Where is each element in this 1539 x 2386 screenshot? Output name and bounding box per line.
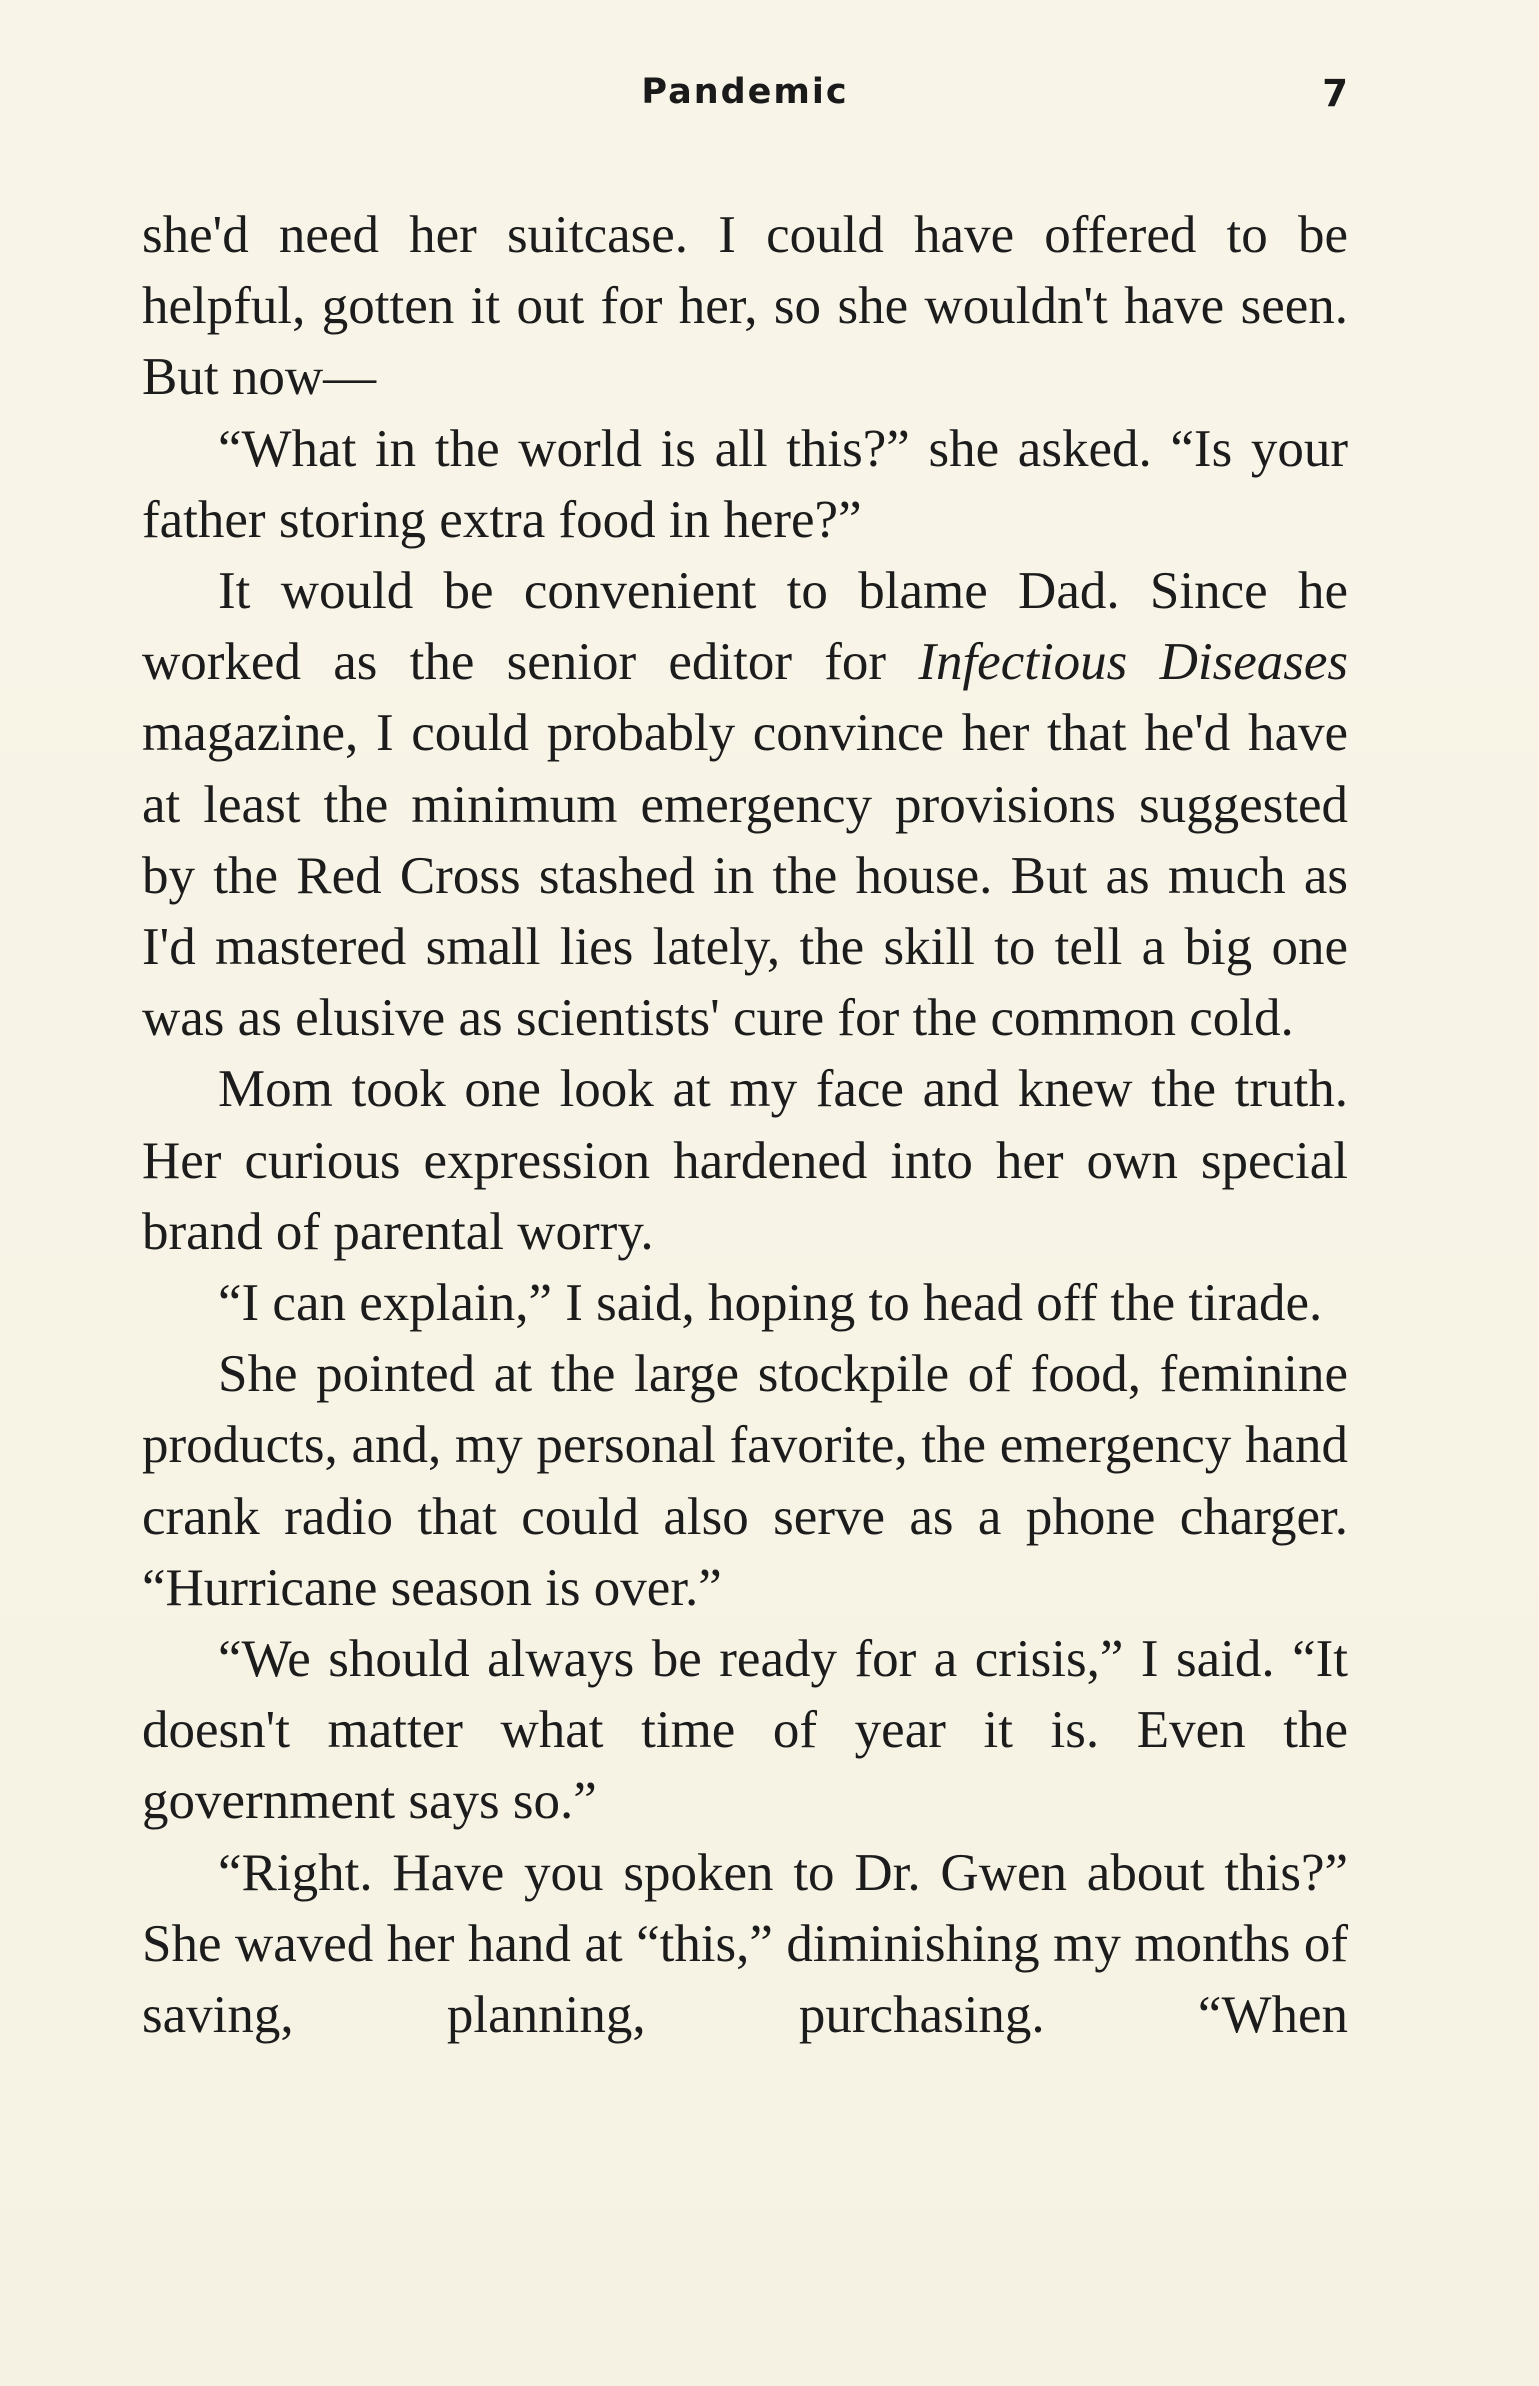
paragraph-3 [142,556,1348,1054]
paragraph-4: Mom took one look at my face and knew the truth. Her curious expression hardened into her own special brand of parental worry. [142,1060,1348,1261]
paragraph-2: “What in the world is all this?” she asked. “Is your father storing extra food in here?” [142,419,1348,549]
page-number: 7 [1322,72,1348,115]
body-text [142,200,1348,2051]
paragraph-3-part-1: It would be convenient to blame Dad. Since he worked as the senior editor for [142,562,1348,692]
running-title: Pandemic [641,72,849,112]
magazine-title: Infectious Diseases [918,633,1348,692]
paragraph-7: “We should always be ready for a crisis,” I said. “It doesn't matter what time of year it is. Even the government says so.” [142,1630,1348,1831]
paragraph-5: “I can explain,” I said, hoping to head off the tirade. [218,1274,1323,1333]
paragraph-3-part-2: magazine, I could probably convince her that he'd have at least the minimum emergency provisions suggested by the Red Cross stashed in the house. But as much as I'd mastered small lies lately, the skill to tell a big one was as elusive as scientists' cure for the common cold. [142,704,1348,1048]
paragraph-8: “Right. Have you spoken to Dr. Gwen about this?” She waved her hand at “this,” diminishing my months of saving, planning, purchasing. “When [142,1843,1348,2045]
paragraph-6: She pointed at the large stockpile of food, feminine products, and, my personal favorite, the emergency hand crank radio that could also serve as a phone charger. “Hurricane season is over.” [142,1345,1348,1617]
paragraph-1: she'd need her suitcase. I could have offered to be helpful, gotten it out for her, so she wouldn't have seen. But now— [142,206,1348,407]
page-header [142,72,1348,132]
